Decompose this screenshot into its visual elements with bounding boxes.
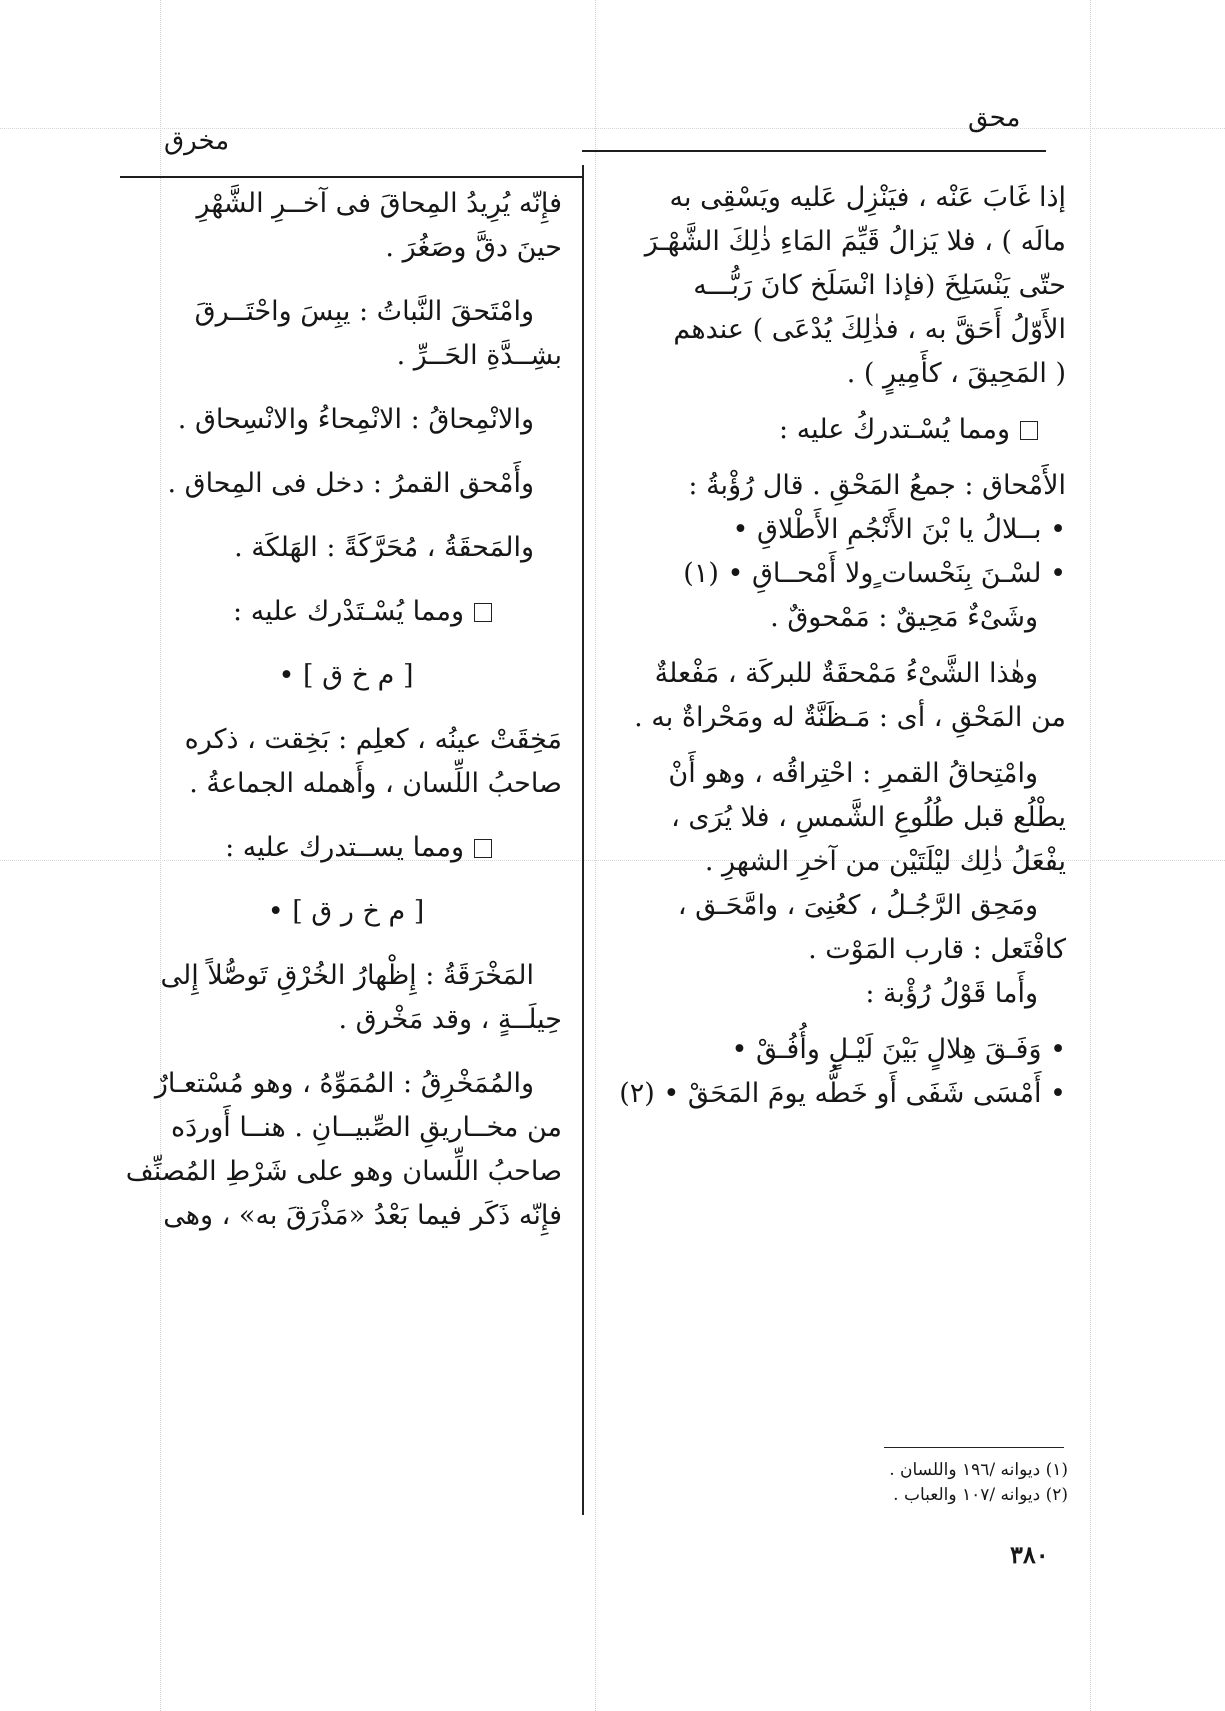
text-line: يفْعَلُ ذٰلِك ليْلَتَيْن من آخرِ الشهرِ .	[704, 846, 1066, 877]
footnote-rule	[884, 1447, 1064, 1448]
text-line: والانْمِحاقُ : الانْمِحاءُ والانْسِحاق .	[177, 404, 534, 435]
header-rule-right	[582, 150, 1046, 152]
text-line: حينَ دقَّ وصَغُرَ .	[385, 232, 562, 263]
text-line: مَخِقَتْ عينُه ، كعلِم : بَخِقت ، ذكره	[184, 724, 562, 755]
scan-guide-line	[595, 0, 596, 1711]
column-divider	[582, 165, 584, 1515]
text-line: والمَحقَةُ ، مُحَرَّكَةً : الهَلكَة .	[234, 532, 534, 563]
text-line: ( المَحِيقَ ، كأَمِيرٍ ) .	[846, 358, 1066, 389]
text-line: مالَه ) ، فلا يَزالُ قَيِّمَ المَاءِ ذٰلِكَ الشَّهْـرَ	[644, 226, 1066, 257]
header-rule-left	[120, 176, 582, 178]
text-line: من مخــاريقِ الصِّبيــانِ . هنــا أَوردَه	[170, 1112, 562, 1143]
text-line: من المَحْقِ ، أى : مَـظَنَّةٌ له ومَحْراةٌ به .	[634, 702, 1066, 733]
text-line: الأَوّلُ أَحَقَّ به ، فذٰلِكَ يُدْعَى ) عندهم	[673, 314, 1066, 345]
text-line: يطْلُع قبل طُلُوعِ الشَّمسِ ، فلا يُرَى ،	[671, 802, 1066, 833]
marker-text: ومما يســتدرك عليه :	[225, 832, 464, 863]
footnote: (١) ديوانه /١٩٦ واللسان .	[889, 1460, 1068, 1480]
text-line: وشَىْءٌ مَحِيقٌ : مَمْحوقٌ .	[770, 602, 1038, 633]
text-line: والمُمَخْرِقُ : المُمَوِّهُ ، وهو مُسْتعـارٌ	[154, 1068, 534, 1099]
marker-text: ومما يُسْـتَدْرك عليه :	[233, 596, 464, 627]
scan-guide-line	[1090, 0, 1091, 1711]
verse-line: • لسْـنَ بِنَحْسات ٍولا أَمْحــاقِ • (١)	[683, 558, 1066, 589]
square-marker-icon	[474, 839, 492, 858]
text-line: صاحبُ اللِّسان وهو على شَرْطِ المُصنِّف	[125, 1156, 562, 1187]
square-marker-icon	[1020, 421, 1038, 440]
text-line: وهٰذا الشَّىْءُ مَمْحقَةٌ للبركَة ، مَفْعلةٌ	[654, 658, 1038, 689]
text-line: وامْتِحاقُ القمرِ : احْتِراقُه ، وهو أَنْ	[668, 758, 1038, 789]
footnotes	[790, 1458, 1068, 1508]
text-line: حِيلَــةٍ ، وقد مَخْرق .	[338, 1004, 562, 1035]
entry-heading: [ م خ ق ] •	[278, 660, 414, 691]
text-line: كافْتَعل : قارب المَوْت .	[808, 934, 1066, 965]
text-line: وأَما قَوْلُ رُؤْبة :	[865, 978, 1038, 1009]
verse-line: • أَمْسَى شَفَى أَو خَطُّه يومَ المَحَقْ • (٢)	[619, 1078, 1066, 1109]
square-marker-icon	[474, 603, 492, 622]
running-head-left: مخرق	[164, 126, 230, 156]
section-marker-line	[130, 590, 562, 634]
text-line: الأَمْحاق : جمعُ المَحْقِ . قال رُؤْبةُ :	[688, 470, 1066, 501]
marker-text: ومما يُسْـتدركُ عليه :	[779, 414, 1010, 445]
text-line: فإِنّه ذَكَر فيما بَعْدُ «مَذْرَقَ به» ، وهى	[163, 1200, 562, 1231]
text-line: وامْتَحقَ النَّباتُ : يبِسَ واحْتَــرقَ	[194, 296, 534, 327]
text-line: فإِنّه يُرِيدُ المِحاقَ فى آخــرِ الشَّهْرِ	[196, 188, 562, 219]
text-line: صاحبُ اللِّسان ، وأَهمله الجماعةُ .	[189, 768, 562, 799]
verse-line: • بــلالُ يا بْنَ الأَنْجُمِ الأَطْلاقِ •	[732, 514, 1066, 545]
section-marker-line	[626, 408, 1066, 452]
footnote: (٢) ديوانه /١٠٧ والعباب .	[893, 1485, 1068, 1505]
text-line: إذا غَابَ عَنْه ، فيَنْزِل عَليه ويَسْقِى به	[669, 182, 1066, 213]
text-line: المَخْرَقَةُ : إِظْهارُ الخُرْقِ تَوصُّلاً إِلى	[160, 960, 534, 991]
left-column	[125, 182, 562, 1238]
section-marker-line	[130, 826, 562, 870]
entry-heading: [ م خ ر ق ] •	[267, 896, 425, 927]
right-column	[619, 176, 1066, 1116]
text-line: ومَحِق الرَّجُـلُ ، كعُنِىَ ، وامَّحَـق ،	[677, 890, 1038, 921]
verse-line: • وَفَـقَ هِلالٍ بَيْنَ لَيْـلٍ وأُفُـقْ •	[731, 1034, 1066, 1065]
running-head-right: محق	[968, 103, 1021, 133]
text-line: حتّى يَنْسَلِخَ (فإذا انْسَلَخ كانَ رَبُّـــه	[693, 270, 1066, 301]
text-line: بشِــدَّةِ الحَــرِّ .	[396, 340, 562, 371]
text-line: وأَمْحق القمرُ : دخل فى المِحاق .	[167, 468, 534, 499]
page-number: ٣٨٠	[1010, 1540, 1049, 1569]
